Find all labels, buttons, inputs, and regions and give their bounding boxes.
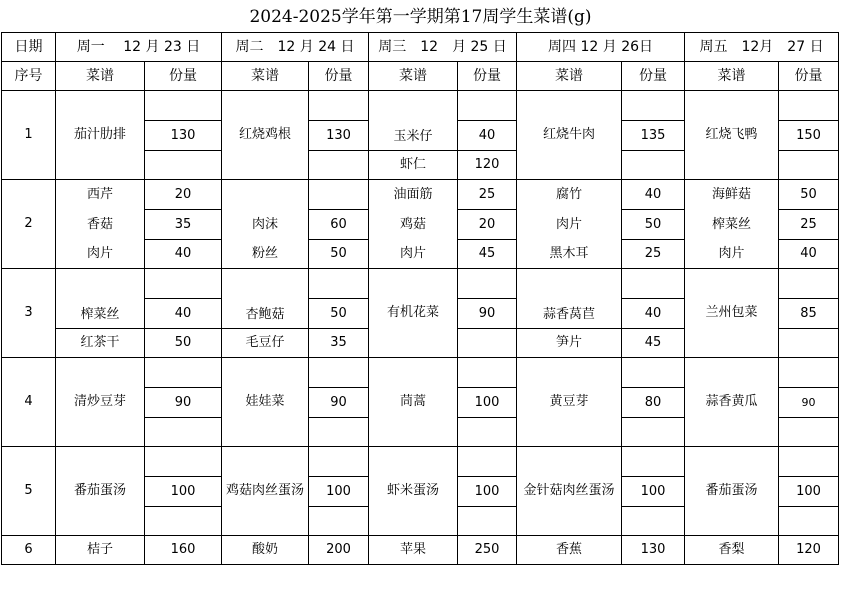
dish-name: 粉丝 xyxy=(222,240,309,269)
dish-name: 有机花菜 xyxy=(369,269,458,358)
column-header-row xyxy=(2,62,839,91)
amount: 160 xyxy=(145,536,222,565)
empty-cell xyxy=(309,418,369,447)
amount: 100 xyxy=(458,388,517,418)
amount: 120 xyxy=(779,536,839,565)
amount: 50 xyxy=(779,180,839,210)
table-row xyxy=(2,180,839,210)
empty-cell xyxy=(458,269,517,299)
amount-label: 份量 xyxy=(145,62,222,91)
dish-label: 菜谱 xyxy=(369,62,458,91)
dish-name: 虾米蛋汤 xyxy=(369,447,458,536)
dish-name: 海鲜菇 xyxy=(685,180,779,210)
amount: 20 xyxy=(458,210,517,240)
empty-cell xyxy=(622,91,685,121)
table-row xyxy=(2,536,839,565)
amount: 85 xyxy=(779,299,839,329)
empty-cell xyxy=(309,151,369,180)
empty-cell xyxy=(309,358,369,388)
dish-name: 苹果 xyxy=(369,536,458,565)
empty-cell xyxy=(222,180,309,210)
amount: 35 xyxy=(145,210,222,240)
dish-name: 清炒豆芽 xyxy=(56,358,145,447)
dish-label: 菜谱 xyxy=(56,62,145,91)
amount: 135 xyxy=(622,121,685,151)
empty-cell xyxy=(145,507,222,536)
amount: 25 xyxy=(458,180,517,210)
amount-label: 份量 xyxy=(309,62,369,91)
dish-name: 肉片 xyxy=(369,240,458,269)
dish-name: 桔子 xyxy=(56,536,145,565)
empty-cell xyxy=(779,418,839,447)
empty-cell xyxy=(458,329,517,358)
dish-name: 西芹 xyxy=(56,180,145,210)
dish-name: 黄豆芽 xyxy=(517,358,622,447)
empty-cell xyxy=(309,269,369,299)
amount: 150 xyxy=(779,121,839,151)
dish-label: 菜谱 xyxy=(517,62,622,91)
empty-cell xyxy=(145,418,222,447)
dish-name: 鸡菇肉丝蛋汤 xyxy=(222,447,309,536)
day-header-wed: 周三 12 月 25 日 xyxy=(369,33,517,62)
dish-name: 红烧牛肉 xyxy=(517,91,622,180)
amount: 100 xyxy=(309,477,369,507)
dish-name: 红烧鸡根 xyxy=(222,91,309,180)
amount: 25 xyxy=(779,210,839,240)
empty-cell xyxy=(458,358,517,388)
empty-cell xyxy=(309,180,369,210)
empty-cell xyxy=(622,447,685,477)
amount: 20 xyxy=(145,180,222,210)
amount: 40 xyxy=(779,240,839,269)
table-row xyxy=(2,210,839,240)
amount: 50 xyxy=(622,210,685,240)
amount: 100 xyxy=(458,477,517,507)
amount: 100 xyxy=(145,477,222,507)
table-row xyxy=(2,240,839,269)
amount: 45 xyxy=(622,329,685,358)
row-index: 1 xyxy=(2,91,56,180)
dish-name: 肉沫 xyxy=(222,210,309,240)
day-header-thu: 周四 12 月 26日 xyxy=(517,33,685,62)
amount: 50 xyxy=(145,329,222,358)
table-row xyxy=(2,447,839,477)
empty-cell xyxy=(779,269,839,299)
amount: 40 xyxy=(458,121,517,151)
dish-name: 香梨 xyxy=(685,536,779,565)
amount: 50 xyxy=(309,299,369,329)
row-index: 2 xyxy=(2,180,56,269)
amount-label: 份量 xyxy=(458,62,517,91)
page-title: 2024-2025学年第一学期第17周学生菜谱(g) xyxy=(249,7,592,27)
amount: 50 xyxy=(309,240,369,269)
dish-name: 榨菜丝 xyxy=(56,269,145,329)
amount: 40 xyxy=(622,180,685,210)
empty-cell xyxy=(309,507,369,536)
amount: 130 xyxy=(622,536,685,565)
dish-name: 金针菇肉丝蛋汤 xyxy=(517,447,622,536)
amount: 100 xyxy=(779,477,839,507)
amount-label: 份量 xyxy=(779,62,839,91)
amount: 100 xyxy=(622,477,685,507)
dish-name: 茼蒿 xyxy=(369,358,458,447)
empty-cell xyxy=(458,418,517,447)
dish-name: 蒜香黄瓜 xyxy=(685,358,779,447)
day-header-fri: 周五 12月 27 日 xyxy=(685,33,839,62)
dish-name: 黑木耳 xyxy=(517,240,622,269)
amount: 200 xyxy=(309,536,369,565)
day-header-tue: 周二 12 月 24 日 xyxy=(222,33,369,62)
amount: 90 xyxy=(145,388,222,418)
dish-name: 肉片 xyxy=(517,210,622,240)
amount: 90 xyxy=(458,299,517,329)
dish-name: 玉米仔 xyxy=(369,91,458,151)
dish-name: 肉片 xyxy=(685,240,779,269)
row-index: 3 xyxy=(2,269,56,358)
amount: 80 xyxy=(622,388,685,418)
amount: 90 xyxy=(309,388,369,418)
empty-cell xyxy=(779,358,839,388)
amount: 25 xyxy=(622,240,685,269)
row-index: 5 xyxy=(2,447,56,536)
amount: 130 xyxy=(309,121,369,151)
dish-name: 酸奶 xyxy=(222,536,309,565)
dish-name: 榨菜丝 xyxy=(685,210,779,240)
amount: 130 xyxy=(145,121,222,151)
empty-cell xyxy=(779,447,839,477)
dish-label: 菜谱 xyxy=(222,62,309,91)
amount: 90 xyxy=(779,388,839,418)
dish-name: 香蕉 xyxy=(517,536,622,565)
dish-name: 蒜香莴苣 xyxy=(517,269,622,329)
amount: 120 xyxy=(458,151,517,180)
amount: 45 xyxy=(458,240,517,269)
dish-name: 茄汁肋排 xyxy=(56,91,145,180)
empty-cell xyxy=(309,91,369,121)
dish-name: 番茄蛋汤 xyxy=(56,447,145,536)
table-row xyxy=(2,358,839,388)
date-label: 日期 xyxy=(2,33,56,62)
dish-name: 鸡菇 xyxy=(369,210,458,240)
amount: 40 xyxy=(622,299,685,329)
dish-name: 虾仁 xyxy=(369,151,458,180)
empty-cell xyxy=(779,329,839,358)
dish-name: 红茶干 xyxy=(56,329,145,358)
dish-name: 番茄蛋汤 xyxy=(685,447,779,536)
amount-label: 份量 xyxy=(622,62,685,91)
empty-cell xyxy=(779,91,839,121)
amount: 40 xyxy=(145,240,222,269)
empty-cell xyxy=(309,447,369,477)
dish-name: 毛豆仔 xyxy=(222,329,309,358)
empty-cell xyxy=(622,358,685,388)
amount: 250 xyxy=(458,536,517,565)
dish-name: 腐竹 xyxy=(517,180,622,210)
empty-cell xyxy=(145,91,222,121)
empty-cell xyxy=(779,507,839,536)
amount: 60 xyxy=(309,210,369,240)
amount: 40 xyxy=(145,299,222,329)
table-row xyxy=(2,269,839,299)
empty-cell xyxy=(458,507,517,536)
empty-cell xyxy=(622,151,685,180)
empty-cell xyxy=(622,418,685,447)
dish-name: 娃娃菜 xyxy=(222,358,309,447)
empty-cell xyxy=(145,151,222,180)
index-label: 序号 xyxy=(2,62,56,91)
empty-cell xyxy=(145,447,222,477)
empty-cell xyxy=(622,269,685,299)
dish-name: 兰州包菜 xyxy=(685,269,779,358)
dish-label: 菜谱 xyxy=(685,62,779,91)
dish-name: 杏鲍菇 xyxy=(222,269,309,329)
amount: 35 xyxy=(309,329,369,358)
empty-cell xyxy=(145,269,222,299)
empty-cell xyxy=(145,358,222,388)
dish-name: 香菇 xyxy=(56,210,145,240)
empty-cell xyxy=(622,507,685,536)
dish-name: 笋片 xyxy=(517,329,622,358)
dish-name: 肉片 xyxy=(56,240,145,269)
empty-cell xyxy=(458,447,517,477)
dish-name: 油面筋 xyxy=(369,180,458,210)
row-index: 4 xyxy=(2,358,56,447)
date-row xyxy=(2,33,839,62)
day-header-mon: 周一 12 月 23 日 xyxy=(56,33,222,62)
dish-name: 红烧飞鸭 xyxy=(685,91,779,180)
row-index: 6 xyxy=(2,536,56,565)
empty-cell xyxy=(779,151,839,180)
menu-table xyxy=(1,32,839,565)
empty-cell xyxy=(458,91,517,121)
table-row xyxy=(2,91,839,121)
